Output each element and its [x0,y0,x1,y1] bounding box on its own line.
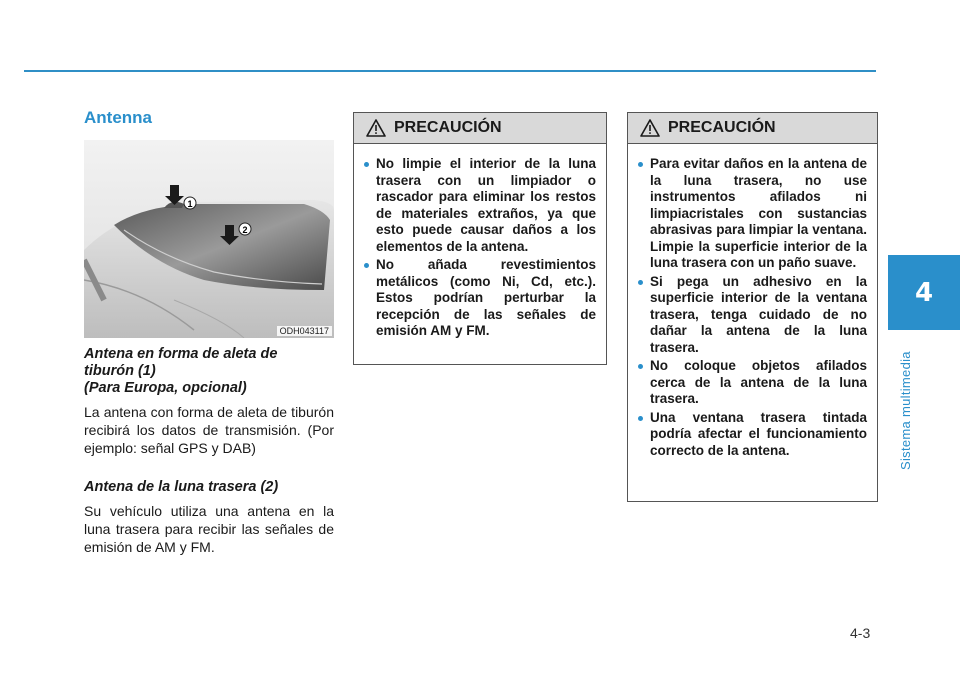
section-title: Antenna [84,108,152,127]
antenna-section [84,108,334,578]
chapter-tab: 4 [888,255,960,330]
caution-title-1: PRECAUCIÓN [394,119,502,136]
caution-item: No coloque objetos afilados cerca de la antena de la luna trasera. [638,358,867,408]
caution-list-1 [354,144,606,350]
rear-glass-heading: Antena de la luna trasera (2) [84,479,279,495]
caution-list-2 [628,144,877,469]
figure-code: ODH043117 [277,326,332,336]
caution-title-2: PRECAUCIÓN [668,119,776,136]
callout-2: 2 [242,225,248,235]
warning-triangle-icon [640,119,660,137]
caution-item: Para evitar daños en la antena de la luna trasera, no use instrumentos afilados ni limpiacristales con sustancias abrasivas para limpiar la ventana. Limpie la superficie interior de la luna trasera con un paño suave. [638,156,867,272]
caution-item: Si pega un adhesivo en la superficie interior de la ventana trasera, tenga cuidado de no dañar la antena de la luna trasera. [638,274,867,357]
rear-glass-body: Su vehículo utiliza una antena en la luna trasera para recibir las señales de emisión de AM y FM. [84,503,334,555]
antenna-figure [84,140,334,338]
chapter-title: Sistema multimedia [898,351,913,470]
car-rear-illustration [84,140,334,338]
caution-item: No añada revestimientos metálicos (como Ni, Cd, etc.). Estos podrían perturbar la recepción de las señales de emisión AM y FM. [364,257,596,340]
caution-header-2 [628,113,877,144]
caution-box-2 [627,112,878,502]
shark-fin-body: La antena con forma de aleta de tiburón recibirá los datos de transmisión. (Por ejemplo: señal GPS y DAB) [84,404,334,456]
shark-fin-heading: Antena en forma de aleta de tiburón (1) (Para Europa, opcional) [84,346,278,396]
caution-box-1 [353,112,607,365]
caution-header-1 [354,113,606,144]
caution-item: No limpie el interior de la luna trasera con un limpiador o rascador para eliminar los restos de materiales extraños, ya que esto puede causar daños a los elementos de la antena. [364,156,596,255]
page-number: 4-3 [850,625,871,641]
warning-triangle-icon [366,119,386,137]
top-rule [24,70,876,72]
caution-item: Una ventana trasera tintada podría afectar el funcionamiento correcto de la antena. [638,410,867,460]
callout-1: 1 [187,199,193,209]
